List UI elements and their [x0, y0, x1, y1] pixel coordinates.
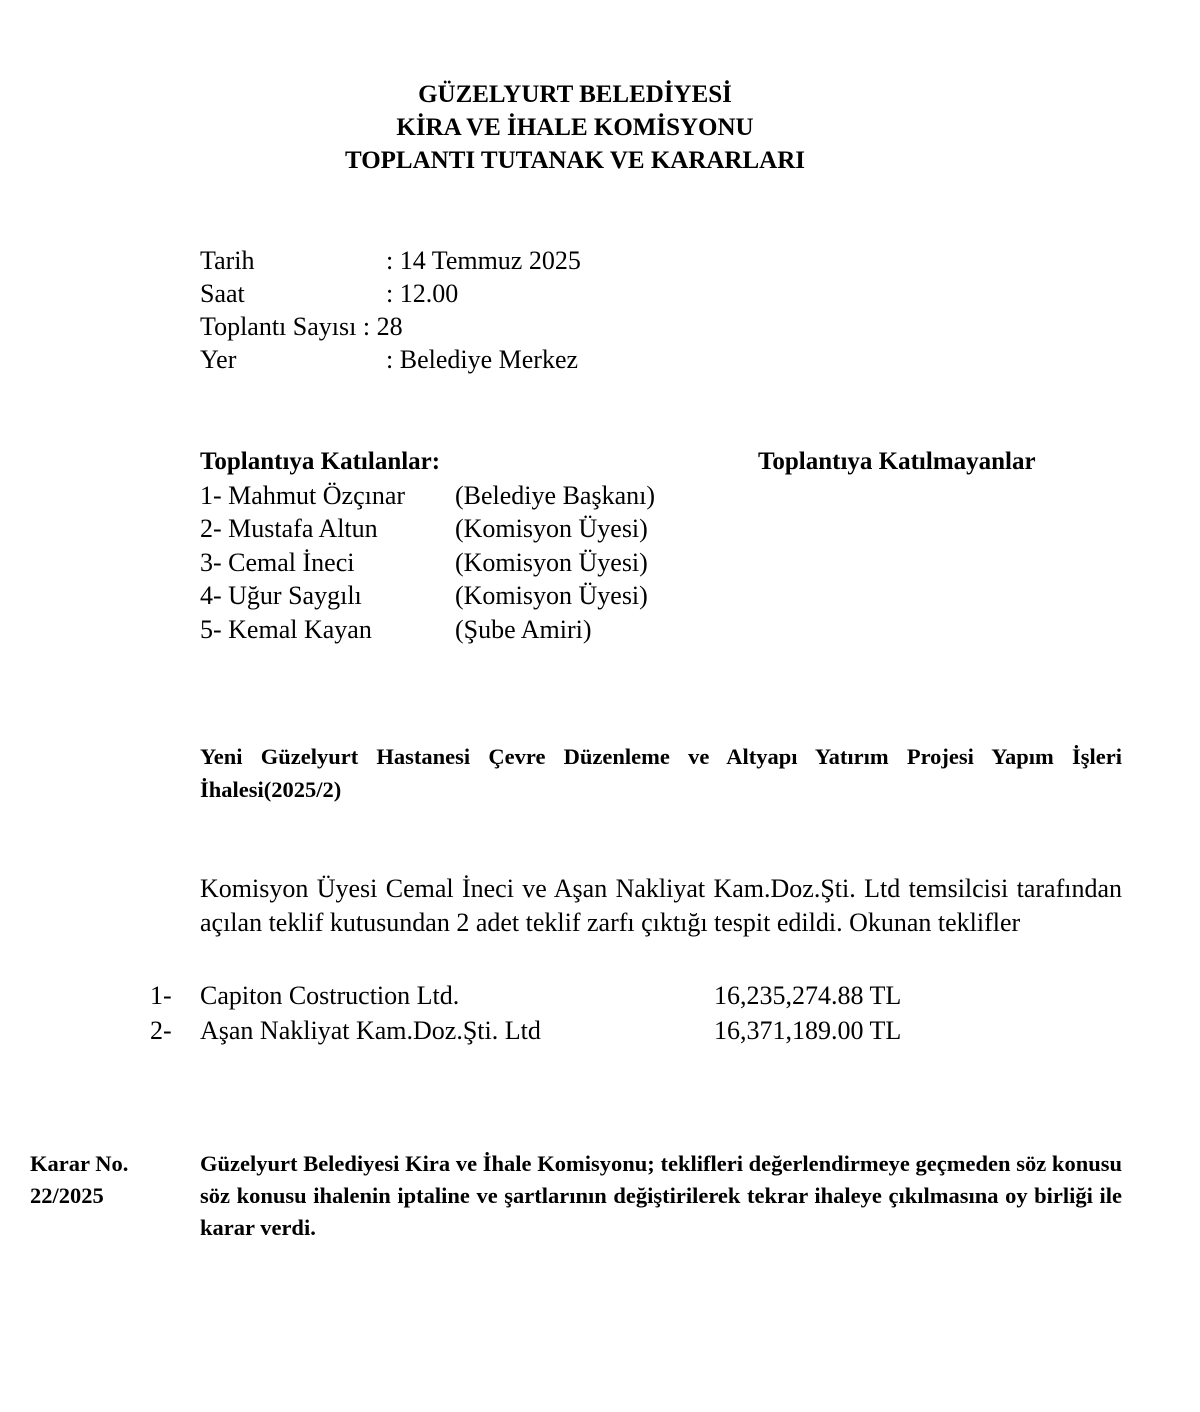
meeting-details [200, 244, 581, 376]
attendee-role: (Komisyon Üyesi) [455, 514, 648, 543]
attendee-name: 4- Uğur Saygılı [200, 581, 362, 610]
decision-label: Karar No. [30, 1151, 129, 1176]
attendee-name: 3- Cemal İneci [200, 547, 355, 577]
bid-amount: 16,371,189.00 TL [714, 1016, 902, 1045]
place-value: : Belediye Merkez [386, 345, 579, 374]
absentees-header: Toplantıya Katılmayanlar [758, 448, 1036, 475]
number-label: Toplantı Sayısı [200, 312, 357, 341]
bid-company: Aşan Nakliyat Kam.Doz.Şti. Ltd [200, 1016, 541, 1045]
attendee-name: 1- Mahmut Özçınar [200, 480, 406, 510]
date-value: : 14 Temmuz 2025 [386, 246, 581, 275]
meta-date-row [200, 244, 581, 277]
attendee-row [200, 546, 655, 580]
bid-row [150, 1013, 901, 1048]
bid-number: 1- [150, 981, 172, 1010]
time-label: Saat [200, 279, 245, 308]
bid-number: 2- [150, 1016, 172, 1045]
decision-id: 22/2025 [30, 1183, 104, 1208]
attendees-section [200, 445, 655, 646]
bid-company: Capiton Costruction Ltd. [200, 981, 460, 1010]
attendee-role: (Şube Amiri) [455, 614, 592, 644]
decision-text: Güzelyurt Belediyesi Kira ve İhale Komisyonu; teklifleri değerlendirmeye geçmeden söz konusu söz konusu ihalenin iptaline ve şartlarının değiştirilerek tekrar ihaleye çıkılmasına oy birliği ile karar verdi. [200, 1151, 1122, 1240]
title-commission: KİRA VE İHALE KOMİSYONU [396, 114, 754, 141]
tender-paragraph: Komisyon Üyesi Cemal İneci ve Aşan Nakliyat Kam.Doz.Şti. Ltd temsilcisi tarafından açılan teklif kutusundan 2 adet teklif zarfı çıktığı tespit edildi. Okunan teklifler [200, 874, 1122, 937]
meta-place-row [200, 343, 581, 376]
bid-row [150, 978, 901, 1013]
attendee-role: (Komisyon Üyesi) [455, 581, 648, 610]
tender-title: Yeni Güzelyurt Hastanesi Çevre Düzenleme ve Altyapı Yatırım Projesi Yapım İşleri İhalesi(2025/2) [200, 744, 1122, 802]
attendee-row [200, 479, 655, 513]
attendee-role: (Komisyon Üyesi) [455, 547, 648, 577]
attendee-role: (Belediye Başkanı) [455, 480, 655, 510]
place-label: Yer [200, 345, 237, 374]
title-municipality: GÜZELYURT BELEDİYESİ [418, 81, 732, 108]
attendee-name: 2- Mustafa Altun [200, 514, 378, 543]
meta-number-row [200, 310, 581, 343]
attendee-row [200, 512, 655, 546]
attendee-row [200, 579, 655, 613]
attendee-name: 5- Kemal Kayan [200, 614, 372, 644]
number-value: : 28 [356, 312, 403, 341]
meta-time-row [200, 277, 581, 310]
date-label: Tarih [200, 246, 255, 275]
bid-amount: 16,235,274.88 TL [714, 981, 902, 1010]
attendees-header: Toplantıya Katılanlar: [200, 448, 441, 475]
title-minutes: TOPLANTI TUTANAK VE KARARLARI [344, 147, 806, 174]
attendee-row [200, 613, 655, 647]
bids-list [150, 978, 901, 1048]
time-value: : 12.00 [386, 279, 459, 308]
document-title [0, 78, 1150, 177]
decision-number [30, 1148, 128, 1212]
